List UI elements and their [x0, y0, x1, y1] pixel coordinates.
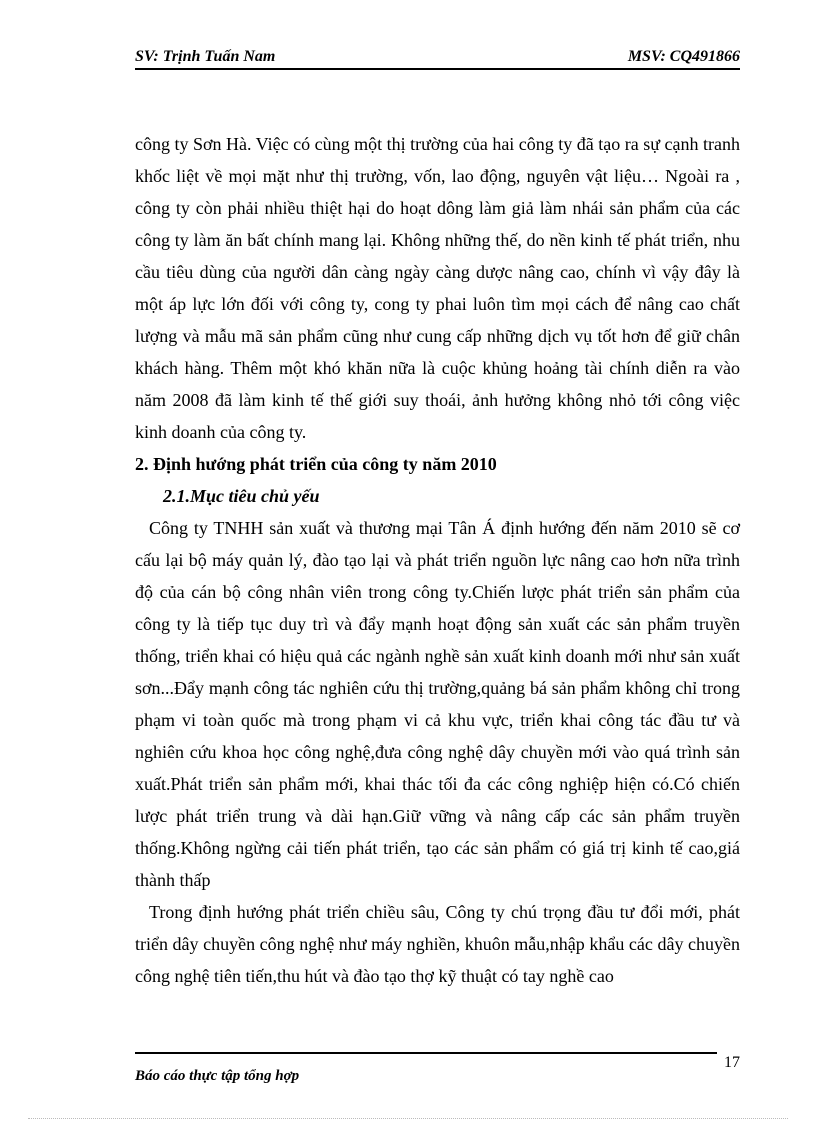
paragraph-3: Trong định hướng phát triển chiều sâu, Công ty chú trọng đầu tư đổi mới, phát triển dây chuyền công nghệ như máy nghiền, khuôn mẫu,nhập khẩu các dây chuyền công nghệ tiên tiến,thu hút và đào tạo thợ kỹ thuật có tay nghề cao [135, 902, 740, 986]
section-heading: 2. Định hướng phát triển của công ty năm 2010 [135, 454, 497, 474]
student-name: SV: Trịnh Tuấn Nam [135, 48, 276, 65]
header-rule [135, 68, 740, 70]
subsection-heading: 2.1.Mục tiêu chủ yếu [163, 486, 320, 506]
page-number: 17 [724, 1054, 740, 1071]
paragraph-2: Công ty TNHH sản xuất và thương mại Tân Á định hướng đến năm 2010 sẽ cơ cấu lại bộ máy quản lý, đào tạo lại và phát triển nguồn lực nâng cao hơn nữa trình độ của cán bộ công nhân viên trong công ty.Chiến lược phát triển sản phẩm của công ty là tiếp tục duy trì và đẩy mạnh hoạt động sản xuất các sản phẩm truyền thống, triển khai có hiệu quả các ngành nghề sản xuất kinh doanh mới như sản xuất sơn...Đẩy mạnh công tác nghiên cứu thị trường,quảng bá sản phẩm không chỉ trong phạm vi toàn quốc mà trong phạm vi cả khu vực, triển khai công tác đầu tư và nghiên cứu khoa học công nghệ,đưa công nghệ dây chuyền mới vào quá trình sản xuất.Phát triển sản phẩm mới, khai thác tối đa các công nghiệp hiện có.Có chiến lược phát triển trung và dài hạn.Giữ vững và nâng cấp các sản phẩm truyền thống.Không ngừng cải tiến phát triển, tạo các sản phẩm có giá trị kinh tế cao,giá thành thấp [135, 518, 740, 890]
page-bottom-dotted-line [28, 1118, 788, 1119]
paragraph-1: công ty Sơn Hà. Việc có cùng một thị trường của hai công ty đã tạo ra sự cạnh tranh khốc liệt về mọi mặt như thị trường, vốn, lao động, nguyên vật liệu… Ngoài ra , công ty còn phải nhiều thiệt hại do hoạt dông làm giả làm nhái sản phẩm của các công ty làm ăn bất chính mang lại. Không những thế, do nền kinh tế phát triển, nhu cầu tiêu dùng của người dân càng ngày càng dược nâng cao, chính vì vậy đây là một áp lực lớn đối với công ty, cong ty phai luôn tìm mọi cách để nâng cao chất lượng và mẫu mã sản phẩm cũng như cung cấp những dịch vụ tốt hơn để giữ chân khách hàng. Thêm một khó khăn nữa là cuộc khủng hoảng tài chính diễn ra vào năm 2008 đã làm kinh tế thế giới suy thoái, ảnh hưởng không nhỏ tới công việc kinh doanh của công ty. [135, 134, 740, 442]
page-header [135, 46, 740, 72]
footer-rule [135, 1052, 717, 1054]
student-id: MSV: CQ491866 [627, 48, 740, 65]
page-footer [135, 1052, 740, 1092]
page-body [135, 128, 740, 992]
footer-title: Báo cáo thực tập tổng hợp [135, 1068, 300, 1084]
